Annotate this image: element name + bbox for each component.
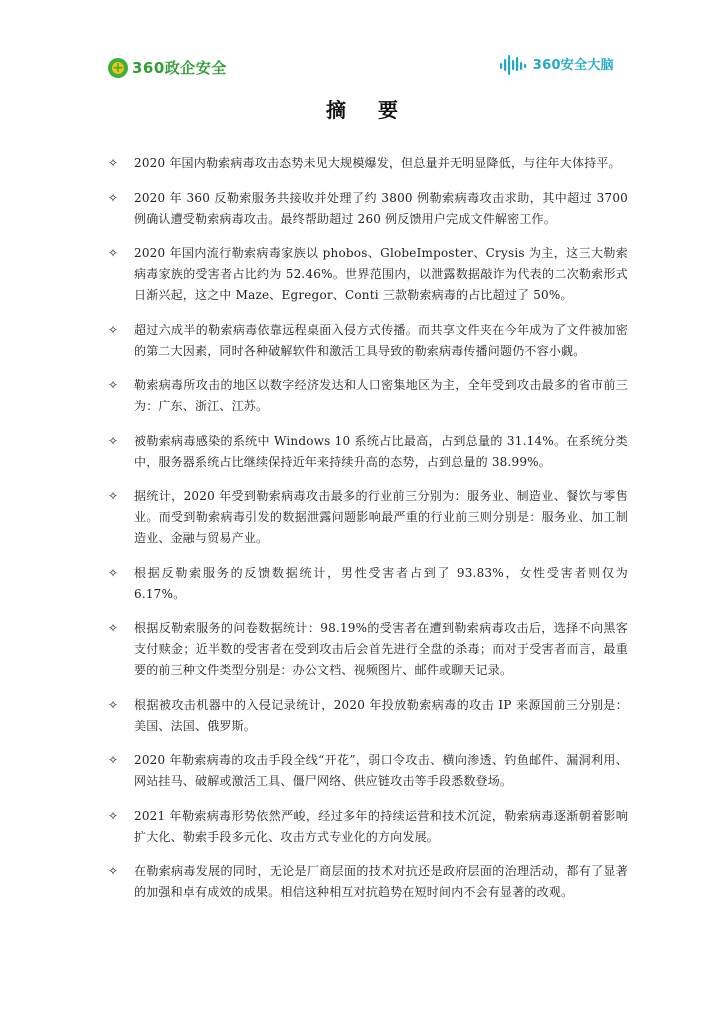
- diamond-bullet-icon: ✧: [108, 190, 119, 205]
- diamond-bullet-icon: ✧: [108, 246, 119, 260]
- summary-item-text: 超过六成半的勒索病毒依靠远程桌面入侵方式传播。而共享文件夹在今年成为了文件被加密的第二大因素，同时各种破解软件和激活工具导致的勒索病毒传播问题仍不容小觑。: [134, 322, 628, 358]
- summary-item: [108, 320, 628, 362]
- summary-list: [108, 153, 628, 917]
- summary-item: [108, 806, 628, 848]
- diamond-bullet-icon: ✧: [108, 322, 119, 337]
- summary-item-text: 勒索病毒所攻击的地区以数字经济发达和人口密集地区为主，全年受到攻击最多的省市前三为：广东、浙江、江苏。: [134, 378, 628, 413]
- summary-item: [108, 618, 628, 681]
- brain-bars-icon: [499, 54, 529, 76]
- logo-circle-icon: [108, 58, 128, 78]
- diamond-bullet-icon: ✧: [108, 156, 119, 170]
- diamond-bullet-icon: ✧: [108, 489, 119, 503]
- summary-item: [108, 375, 628, 417]
- summary-item-text: 在勒索病毒发展的同时，无论是厂商层面的技术对抗还是政府层面的治理活动，都有了显著的加强和卓有成效的成果。相信这种相互对抗趋势在短时间内不会有显著的改观。: [134, 864, 628, 899]
- summary-item-text: 据统计，2020 年受到勒索病毒攻击最多的行业前三分别为：服务业、制造业、餐饮与零售业。而受到勒索病毒引发的数据泄露问题影响最严重的行业前三则分别是：服务业、加工制造业、金融与贸易产业。: [134, 489, 628, 545]
- diamond-bullet-icon: ✧: [108, 697, 119, 712]
- summary-item: [108, 188, 628, 230]
- page-header: [0, 0, 724, 90]
- logo-360-government-security: [108, 56, 227, 80]
- summary-item-text: 根据反勒索服务的反馈数据统计，男性受害者占到了 93.83%，女性受害者则仅为 6.17%。: [134, 565, 628, 601]
- diamond-bullet-icon: ✧: [108, 621, 119, 635]
- summary-item-text: 2020 年 360 反勒索服务共接收并处理了约 3800 例勒索病毒攻击求助，其中超过 3700 例确认遭受勒索病毒攻击。最终帮助超过 260 例反馈用户完成文件解密工作。: [134, 190, 628, 226]
- logo-right-text: 360安全大脑: [532, 57, 614, 73]
- summary-item-text: 2020 年国内勒索病毒攻击态势未见大规模爆发，但总量并无明显降低，与往年大体持平。: [134, 156, 621, 170]
- summary-item: [108, 861, 628, 903]
- summary-item-text: 2020 年国内流行勒索病毒家族以 phobos、GlobeImposter、Crysis 为主，这三大勒索病毒家族的受害者占比约为 52.46%。世界范围内，以泄露数据敲诈为代表的二次勒索形式日渐兴起，这之中 Maze、Egregor、Conti 三款勒索病毒的占比超过了 50%。: [134, 246, 628, 302]
- diamond-bullet-icon: ✧: [108, 753, 119, 767]
- diamond-bullet-icon: ✧: [108, 864, 119, 878]
- summary-item: [108, 153, 628, 174]
- summary-item-text: 被勒索病毒感染的系统中 Windows 10 系统占比最高，占到总量的 31.14%。在系统分类中，服务器系统占比继续保持近年来持续升高的态势，占到总量的 38.99%。: [134, 433, 628, 469]
- summary-item-text: 根据被攻击机器中的入侵记录统计，2020 年投放勒索病毒的攻击 IP 来源国前三分别是：美国、法国、俄罗斯。: [134, 697, 628, 733]
- summary-item: [108, 243, 628, 306]
- summary-item: [108, 431, 628, 473]
- summary-item: [108, 695, 628, 737]
- diamond-bullet-icon: ✧: [108, 808, 119, 823]
- page-title: 摘要: [326, 98, 430, 122]
- summary-item-text: 根据反勒索服务的问卷数据统计：98.19%的受害者在遭到勒索病毒攻击后，选择不向黑客支付赎金；近半数的受害者在受到攻击后会首先进行全盘的杀毒；而对于受害者而言，最重要的前三种文件类型分别是：办公文档、视频图片、邮件或聊天记录。: [134, 621, 628, 677]
- summary-item: [108, 563, 628, 605]
- summary-item: [108, 750, 628, 792]
- logo-left-text: 360政企安全: [132, 58, 227, 77]
- summary-item: [108, 486, 628, 549]
- diamond-bullet-icon: ✧: [108, 565, 119, 580]
- summary-item-text: 2020 年勒索病毒的攻击手段全线“开花”，弱口令攻击、横向渗透、钓鱼邮件、漏洞利用、网站挂马、破解或激活工具、僵尸网络、供应链攻击等手段悉数登场。: [134, 753, 628, 788]
- logo-360-security-brain: [499, 54, 614, 76]
- diamond-bullet-icon: ✧: [108, 433, 119, 448]
- diamond-bullet-icon: ✧: [108, 378, 119, 392]
- summary-item-text: 2021 年勒索病毒形势依然严峻，经过多年的持续运营和技术沉淀，勒索病毒逐渐朝着影响扩大化、勒索手段多元化、攻击方式专业化的方向发展。: [134, 808, 628, 844]
